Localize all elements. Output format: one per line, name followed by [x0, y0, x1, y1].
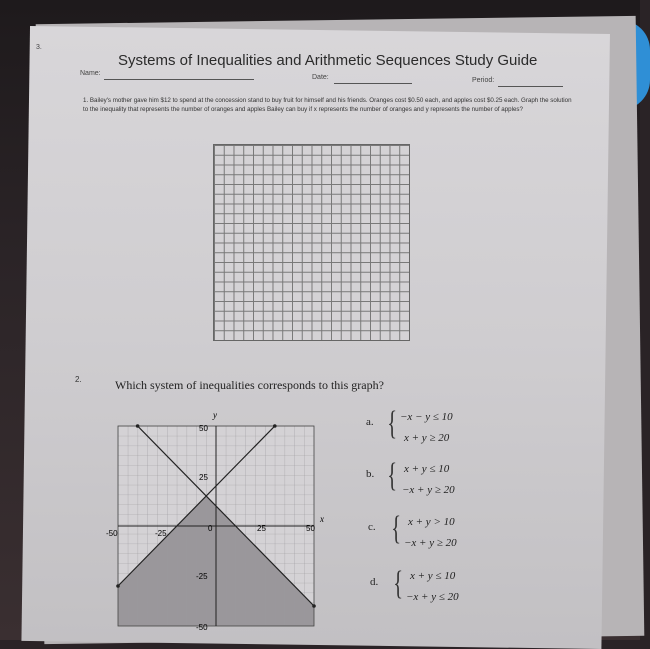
option-c-line1: x + y > 10	[408, 516, 455, 528]
option-a-brace: {	[387, 405, 398, 442]
period-label: Period:	[472, 77, 495, 84]
tick-x-50: 50	[306, 524, 315, 533]
option-b-line1: x + y ≤ 10	[404, 463, 450, 475]
option-c-line2: −x + y ≥ 20	[404, 537, 457, 549]
option-a-letter: a.	[366, 416, 374, 428]
x-axis-label: x	[320, 514, 324, 524]
top-number: 3.	[36, 44, 42, 51]
tick-y-50: 50	[199, 424, 208, 433]
name-label: Name:	[80, 70, 101, 77]
option-d-line2: −x + y ≤ 20	[406, 591, 459, 603]
option-a-line1: −x − y ≤ 10	[400, 411, 453, 423]
y-axis-label: y	[213, 410, 217, 420]
date-line	[334, 83, 412, 84]
tick-y-neg50: -50	[196, 623, 208, 632]
option-d-letter: d.	[370, 576, 379, 588]
option-c-letter: c.	[368, 521, 376, 533]
option-d-line1: x + y ≤ 10	[410, 570, 456, 582]
option-b-brace: {	[387, 457, 398, 494]
question-1-text: 1. Bailey's mother gave him $12 to spend at the concession stand to buy fruit for himself and his friends. Oranges cost $0.50 each, and apples cost $0.25 each. Graph the solution to the inequality that represents the number of oranges and apples Bailey can buy if x represents the number of oranges and y represents the number of apples?	[83, 97, 572, 113]
question-2-number: 2.	[75, 375, 82, 384]
line1-endpoint-right	[312, 604, 316, 608]
option-c-brace: {	[391, 510, 402, 547]
question-2-text: Which system of inequalities corresponds to this graph?	[115, 378, 384, 392]
line2-endpoint-right	[273, 424, 277, 428]
worksheet-title: Systems of Inequalities and Arithmetic Sequences Study Guide	[118, 52, 538, 69]
line1-endpoint-left	[136, 424, 140, 428]
tick-x-neg50: -50	[106, 529, 118, 538]
line2-endpoint-left	[116, 584, 120, 588]
option-b-line2: −x + y ≥ 20	[402, 484, 455, 496]
option-a-line2: x + y ≥ 20	[404, 432, 450, 444]
tick-y-neg25: -25	[196, 572, 208, 581]
option-d-brace: {	[393, 565, 404, 602]
blank-graph-grid	[213, 144, 410, 341]
name-line	[104, 79, 254, 80]
tick-x-neg25: -25	[155, 529, 167, 538]
tick-x-25: 25	[257, 524, 266, 533]
date-label: Date:	[312, 74, 329, 81]
option-b-letter: b.	[366, 468, 375, 480]
period-line	[498, 86, 563, 87]
inequality-graph	[106, 410, 325, 635]
tick-x-0: 0	[208, 524, 213, 533]
tick-y-25: 25	[199, 473, 208, 482]
